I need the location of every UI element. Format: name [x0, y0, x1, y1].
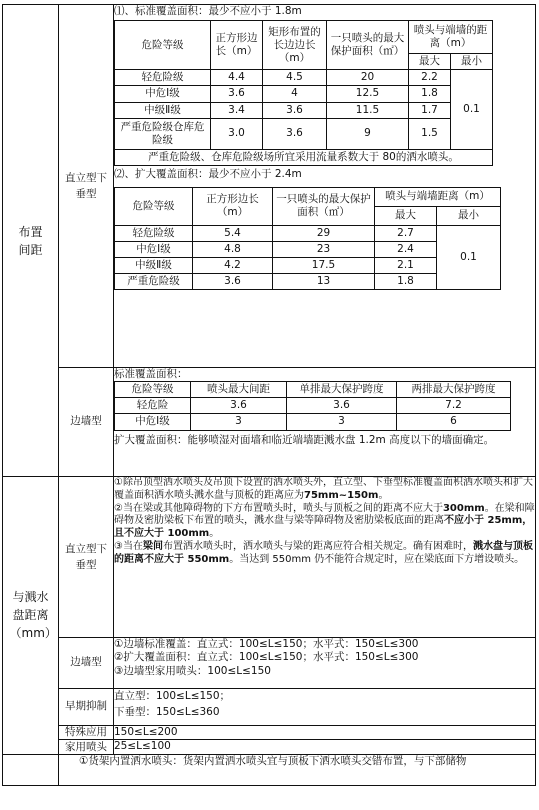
sidewall-ext-note: 扩大覆盖面积：能够喷湿对面墙和临近端墙距溅水盘 1.2m 高度以下的墙面确定。: [114, 433, 495, 446]
ext-coverage-title: ⑵、扩大覆盖面积：最少不应小于 2.4m: [114, 167, 302, 180]
list-item: 直立型：100≤L≤150；: [114, 690, 231, 702]
rack-sprinkler-content: ①货架内置洒水喷头：货架内置洒水喷头宜与顶板下洒水喷头交错布置，与下部储物: [59, 754, 536, 785]
std-coverage-table: 危险等级 正方形边长（m） 矩形布置的长边边长（m） 一只喷头的最大保护面积（㎡） 喷头与端墙的距离（m） 最大 最小 轻危险级 4.4 4.5 20 2.2 0.1 中危Ⅰ级 3.6 4 12.5 1.8 中级Ⅱ级 3.4 3.6 11.5 1.7 严重危险级仓库危险级 3.0 3.6 9 1.5 严重危险级、仓库危险级场所宜采用流量系数大于 80的洒水喷头。: [114, 20, 493, 166]
table-row: 轻危险 3.6 3.6 7.2: [115, 398, 511, 414]
deflector-sidewall-content: [114, 638, 536, 689]
row-home-sprinkler: [3, 740, 536, 754]
sidewall-spacing-content: [114, 368, 536, 477]
row-deflector-upright: [3, 477, 536, 638]
row-early-suppression: [3, 689, 536, 726]
table-row: 中危Ⅰ级 3 3 6: [115, 414, 511, 430]
deflector-upright-content: [114, 477, 536, 638]
upright-spacing-content: [114, 5, 536, 368]
type-special-application: 特殊应用: [59, 726, 114, 740]
type-home-sprinkler: 家用喷头: [59, 740, 114, 754]
rule-1: ①除吊顶型洒水喷头及吊顶下设置的洒水喷头外，直立型、下垂型标准覆盖面积洒水喷头和扩大覆盖面积洒水喷头溅水盘与顶板的距离应为75mm~150m。: [114, 477, 533, 501]
rule-3: ③当在梁间布置洒水喷头时，洒水喷头与梁的距离应符合相关规定。确有困难时，溅水盘与顶板的距离不应大于 550mm。当达到 550mm 仍不能符合规定时，应在梁底面下方增设喷头。: [114, 540, 533, 565]
early-suppression-content: [114, 689, 536, 726]
table-row: 轻危险级 4.4 4.5 20 2.2 0.1: [115, 70, 493, 86]
std-coverage-title: ⑴、标准覆盖面积：最少不应小于 1.8m: [114, 5, 302, 17]
spec-table: [2, 4, 536, 786]
category-label: 布置间距: [18, 224, 43, 257]
row-deflector-sidewall: [3, 638, 536, 689]
std-coverage-note: 严重危险级、仓库危险级场所宜采用流量系数大于 80的洒水喷头。: [115, 149, 493, 165]
row-rack-sprinkler: [3, 754, 536, 785]
home-sprinkler-content: 25≤L≤100: [114, 740, 536, 754]
category-layout-spacing: [3, 5, 59, 477]
row-special-application: [3, 726, 536, 740]
table-row: 中危Ⅰ级 4.8 23 2.4: [115, 242, 501, 258]
category-empty: [3, 754, 59, 785]
list-item: ②扩大覆盖面积：直立式：100≤L≤150；水平式：150≤L≤300: [114, 651, 419, 664]
category-deflector-distance: [3, 477, 59, 755]
type-sidewall: 边墙型: [59, 368, 114, 477]
table-row: 中级Ⅱ级 4.2 17.5 2.1: [115, 258, 501, 274]
category-label: 与溅水盘距离（mm）: [9, 590, 57, 641]
special-application-content: 150≤L≤200: [114, 726, 536, 740]
sidewall-std-title: 标准覆盖面积：: [114, 368, 188, 380]
list-item: 下垂型：150≤L≤360: [114, 705, 220, 718]
list-item: ①边墙标准覆盖：直立式：100≤L≤150；水平式：150≤L≤300: [114, 638, 419, 650]
type-upright: 直立型下垂型: [59, 477, 114, 638]
type-sidewall: 边墙型: [59, 638, 114, 689]
row-layout-upright: [3, 5, 536, 368]
sidewall-table: 危险等级 喷头最大间距 单排最大保护跨度 两排最大保护跨度 轻危险 3.6 3.6 7.2 中危Ⅰ级 3 3 6: [114, 381, 511, 430]
ext-coverage-table: 危险等级 正方形边长（m） 一只喷头的最大保护面积（㎡） 喷头与端墙距离（m） 最大 最小 轻危险级 5.4 29 2.7 0.1 中危Ⅰ级 4.8 23 2.4 中级Ⅱ级 4.2 17.5 2.1 严重危险级 3.6 13 1.8: [114, 187, 501, 291]
table-row: 中级Ⅱ级 3.4 3.6 11.5 1.7: [115, 102, 493, 118]
table-row: 严重危险级仓库危险级 3.0 3.6 9 1.5: [115, 118, 493, 149]
table-row: 严重危险级 3.6 13 1.8: [115, 274, 501, 290]
row-layout-sidewall: [3, 368, 536, 477]
list-item: ③边墙型家用喷头：100≤L≤150: [114, 664, 271, 677]
type-early-suppression: 早期抑制: [59, 689, 114, 726]
rule-2: ②当在梁或其他障碍物的下方布置喷头时，喷头与顶板之间的距离不应大于300mm。在梁和障碍物及密肋梁板下布置的喷头，溅水盘与梁等障碍物及密肋梁板底面的距离不应小于 25mm，且不应大于 100mm。: [114, 502, 535, 540]
table-row: 轻危险级 5.4 29 2.7 0.1: [115, 225, 501, 241]
table-row: 中危Ⅰ级 3.6 4 12.5 1.8: [115, 86, 493, 102]
type-upright: 直立型下垂型: [59, 5, 114, 368]
